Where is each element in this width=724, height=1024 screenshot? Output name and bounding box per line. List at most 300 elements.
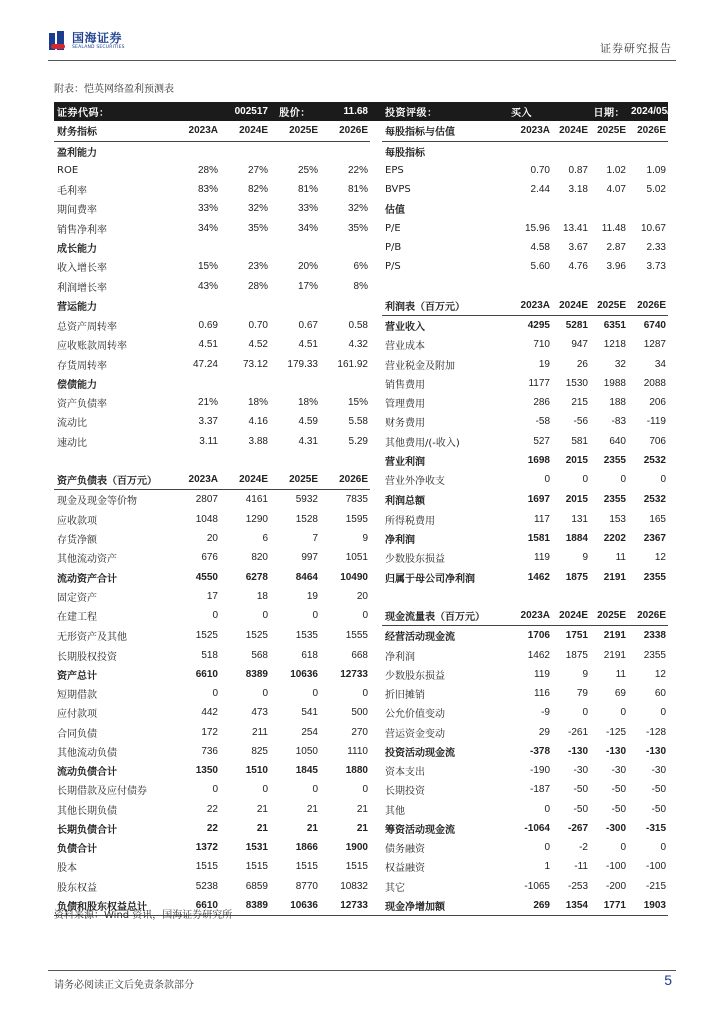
left-value-cell: 18% — [297, 397, 318, 409]
right-value-cell: 9 — [582, 552, 588, 564]
left-value-cell: 1525 — [245, 630, 268, 642]
left-value-cell: 161.92 — [337, 358, 368, 370]
left-value-cell: 1845 — [295, 765, 318, 777]
right-value-cell: 9 — [582, 668, 588, 680]
left-value-cell: 7 — [312, 532, 318, 544]
left-value-cell: 270 — [351, 726, 368, 738]
left-value-cell — [170, 374, 220, 393]
left-value-cell: 73.12 — [242, 358, 268, 370]
right-value-cell: 10.67 — [640, 222, 666, 234]
table-row — [54, 645, 668, 664]
right-value-cell: 286 — [533, 397, 550, 409]
left-value-cell: 4.31 — [298, 435, 318, 447]
left-value-cell: 47.24 — [192, 358, 218, 370]
left-value-cell: 211 — [252, 726, 268, 738]
right-value-cell: -261 — [567, 726, 588, 738]
left-row-label: 现金及现金等价物 — [57, 496, 137, 508]
table-row — [54, 567, 668, 586]
left-value-cell: 1372 — [195, 842, 218, 854]
left-value-cell: 18% — [247, 397, 268, 409]
left-value-cell: 3.88 — [248, 435, 268, 447]
table-row — [54, 665, 668, 684]
page-number: 5 — [664, 972, 672, 988]
left-value-cell — [170, 141, 220, 161]
right-value-cell: 5.60 — [530, 261, 550, 273]
left-value-cell: 43% — [197, 280, 218, 292]
right-value-cell: 0 — [660, 474, 666, 486]
right-value-cell: 0 — [582, 474, 588, 486]
left-value-cell: 22 — [206, 822, 218, 834]
right-value-cell: 69 — [614, 688, 626, 700]
rating-label: 投资评级： — [382, 102, 508, 121]
table-row — [54, 257, 668, 276]
left-row-label: 存货周转率 — [57, 360, 107, 372]
right-value-cell: 4.76 — [568, 261, 588, 273]
right-value-cell: 2024E — [552, 121, 590, 141]
left-value-cell: 0 — [362, 688, 368, 700]
left-value-cell: 17% — [297, 280, 318, 292]
right-value-cell: 2024E — [552, 296, 590, 316]
page-header — [48, 28, 676, 58]
left-value-cell: 15% — [197, 261, 218, 273]
right-value-cell: -11 — [574, 861, 588, 873]
left-value-cell: 0.69 — [198, 319, 218, 331]
left-value-cell: 541 — [301, 707, 318, 719]
right-value-cell: -100 — [605, 861, 626, 873]
table-row — [54, 877, 668, 896]
table-row — [54, 800, 668, 819]
right-value-cell: 60 — [654, 688, 666, 700]
left-row-label: 偿债能力 — [57, 379, 97, 391]
right-value-cell: 1697 — [527, 494, 550, 506]
right-row-label: 营业收入 — [385, 322, 425, 334]
left-value-cell: 1110 — [347, 745, 368, 757]
left-value-cell: 8770 — [295, 880, 318, 892]
left-value-cell: 1515 — [195, 861, 218, 873]
right-value-cell: -130 — [645, 745, 666, 757]
right-value-cell: 19 — [538, 358, 550, 370]
left-value-cell: 7835 — [345, 494, 368, 506]
right-value-cell: -50 — [573, 803, 588, 815]
table-row — [54, 412, 668, 431]
left-value-cell — [220, 451, 270, 470]
left-row-label: 应付款项 — [57, 709, 97, 721]
left-value-cell: 23% — [247, 261, 268, 273]
left-row-label: 资产负债率 — [57, 399, 107, 411]
right-value-cell: 0 — [620, 474, 626, 486]
left-value-cell: 20% — [297, 261, 318, 273]
table-row — [54, 315, 668, 335]
left-value-cell — [220, 141, 270, 161]
right-value-cell: 710 — [533, 339, 550, 351]
left-row-label — [54, 451, 170, 470]
right-value-cell: -378 — [529, 745, 550, 757]
left-value-cell: 82% — [247, 184, 268, 196]
right-value-cell — [508, 199, 552, 218]
right-row-label: 财务费用 — [385, 418, 425, 430]
right-value-cell: 131 — [571, 513, 588, 525]
left-value-cell: 1531 — [245, 842, 268, 854]
right-row-label: 管理费用 — [385, 399, 425, 411]
table-row — [54, 819, 668, 838]
left-value-cell: 35% — [347, 222, 368, 234]
left-row-label: 营运能力 — [57, 302, 97, 314]
right-row-label: 债务融资 — [385, 844, 425, 856]
left-value-cell: 21 — [256, 803, 268, 815]
right-value-cell: 1287 — [643, 339, 666, 351]
disclaimer-note: 请务必阅读正文后免责条款部分 — [54, 980, 194, 991]
left-value-cell — [320, 238, 370, 257]
right-value-cell: 2025E — [590, 296, 628, 316]
left-row-label: 股本 — [57, 863, 77, 875]
left-value-cell — [270, 238, 320, 257]
left-value-cell: 0 — [262, 688, 268, 700]
table-row — [54, 684, 668, 703]
right-row-label: 净利润 — [385, 651, 415, 663]
left-value-cell: 4.16 — [248, 416, 268, 428]
rating-value: 买入 — [508, 102, 552, 121]
table-row — [54, 470, 668, 490]
right-value-cell: 2355 — [643, 649, 666, 661]
left-row-label: 利润增长率 — [57, 282, 107, 294]
left-value-cell: 8389 — [245, 668, 268, 680]
left-value-cell: 6 — [262, 532, 268, 544]
right-value-cell: -187 — [529, 784, 550, 796]
left-value-cell: 2024E — [220, 121, 270, 141]
left-value-cell: 1528 — [295, 513, 318, 525]
left-value-cell: 8464 — [295, 571, 318, 583]
left-value-cell — [270, 296, 320, 316]
left-value-cell: 21 — [306, 803, 318, 815]
right-value-cell: 11 — [615, 668, 626, 680]
table-row — [54, 490, 668, 510]
left-value-cell: 20 — [206, 532, 218, 544]
left-row-label: 长期负债合计 — [57, 824, 117, 836]
right-row-label: P/S — [385, 261, 401, 273]
logo-icon — [48, 30, 68, 52]
price-label: 股价： — [270, 102, 320, 121]
left-row-label: 存货净额 — [57, 534, 97, 546]
right-value-cell: 947 — [571, 339, 588, 351]
right-row-label: 其他 — [385, 805, 405, 817]
right-value-cell — [590, 199, 628, 218]
right-value-cell: 4295 — [527, 320, 550, 332]
right-value-cell: 4.07 — [606, 184, 626, 196]
report-date: 2024/05/10 — [628, 102, 668, 121]
right-value-cell: -50 — [651, 784, 666, 796]
left-value-cell: 6610 — [170, 896, 220, 916]
left-row-label: 应收款项 — [57, 515, 97, 527]
table-row — [54, 354, 668, 373]
right-value-cell: 2.33 — [646, 241, 666, 253]
table-row — [54, 703, 668, 722]
right-row-label: 其它 — [385, 882, 405, 894]
table-row — [54, 761, 668, 780]
left-value-cell: 1050 — [295, 745, 318, 757]
right-value-cell: 2.87 — [606, 241, 626, 253]
right-value-cell: 1875 — [565, 649, 588, 661]
right-value-cell: -130 — [567, 745, 588, 757]
left-value-cell: 10636 — [270, 896, 320, 916]
left-value-cell: 2023A — [170, 470, 220, 490]
left-value-cell: 20 — [356, 590, 368, 602]
right-value-cell: -253 — [567, 880, 588, 892]
left-row-label: 销售净利率 — [57, 224, 107, 236]
left-row-label: 流动资产合计 — [57, 573, 117, 585]
left-value-cell: 0 — [212, 610, 218, 622]
left-value-cell: 0 — [312, 688, 318, 700]
right-value-cell: 2355 — [603, 494, 626, 506]
right-row-label: 营运资金变动 — [385, 728, 445, 740]
left-value-cell: 1350 — [195, 765, 218, 777]
right-value-cell: -125 — [605, 726, 626, 738]
table-row — [54, 393, 668, 412]
left-value-cell: 0 — [262, 610, 268, 622]
right-value-cell — [628, 276, 668, 295]
right-value-cell — [552, 141, 590, 161]
right-row-label: 投资活动现金流 — [385, 747, 455, 759]
right-value-cell: 12 — [654, 552, 666, 564]
right-value-cell: 1177 — [528, 377, 550, 389]
left-value-cell: 12733 — [340, 668, 368, 680]
left-row-label: 合同负债 — [57, 728, 97, 740]
left-value-cell: 25% — [297, 164, 318, 176]
right-value-cell: 2023A — [508, 296, 552, 316]
left-value-cell: 21 — [256, 822, 268, 834]
left-value-cell — [320, 296, 370, 316]
right-value-cell: 640 — [609, 435, 626, 447]
right-row-label: 筹资活动现金流 — [385, 824, 455, 836]
left-value-cell: 0 — [312, 610, 318, 622]
right-value-cell: 3.67 — [568, 241, 588, 253]
right-value-cell: 119 — [534, 552, 550, 564]
right-value-cell: 1875 — [565, 571, 588, 583]
left-value-cell — [220, 374, 270, 393]
right-value-cell: -30 — [651, 765, 666, 777]
left-value-cell: 6859 — [245, 880, 268, 892]
table-row — [54, 199, 668, 218]
right-row-label: 营业利润 — [385, 456, 425, 468]
left-row-label: 在建工程 — [57, 612, 97, 624]
left-value-cell: 34% — [197, 222, 218, 234]
right-row-label: 营业外净收支 — [385, 476, 445, 488]
left-value-cell — [170, 296, 220, 316]
left-value-cell: 0 — [362, 784, 368, 796]
left-value-cell — [320, 451, 370, 470]
table-row — [54, 451, 668, 470]
right-value-cell: 1462 — [527, 649, 550, 661]
left-value-cell: 83% — [197, 184, 218, 196]
right-row-label: 折旧摊销 — [385, 690, 425, 702]
right-row-label: 其他费用/(-收入) — [385, 437, 460, 449]
right-value-cell: 206 — [649, 397, 666, 409]
right-value-cell: 0.70 — [530, 164, 550, 176]
right-value-cell: -190 — [529, 765, 550, 777]
left-value-cell: 81% — [297, 184, 318, 196]
right-value-cell: -50 — [611, 803, 626, 815]
right-row-label: 资本支出 — [385, 767, 425, 779]
left-row-label: 固定资产 — [57, 592, 97, 604]
right-value-cell: 1706 — [527, 630, 550, 642]
table-row — [54, 742, 668, 761]
table-row — [54, 857, 668, 876]
right-value-cell: 0 — [544, 474, 550, 486]
left-value-cell: 28% — [197, 164, 218, 176]
left-row-label: 长期股权投资 — [57, 651, 117, 663]
left-value-cell: 3.37 — [198, 416, 218, 428]
right-row-label: 销售费用 — [385, 379, 425, 391]
left-value-cell: 27% — [247, 164, 268, 176]
left-value-cell: 32% — [347, 203, 368, 215]
right-value-cell: 2355 — [603, 454, 626, 466]
left-value-cell: 5.58 — [348, 416, 368, 428]
left-value-cell: 15% — [347, 397, 368, 409]
table-row — [54, 238, 668, 257]
right-value-cell: 2025E — [590, 121, 628, 141]
stock-info-row — [54, 102, 668, 121]
logo-text-en: SEALAND SECURITIES — [72, 44, 125, 50]
left-value-cell: 254 — [301, 726, 318, 738]
right-value-cell: 3.73 — [646, 261, 666, 273]
left-row-label: 资产总计 — [57, 670, 97, 682]
left-value-cell: 568 — [251, 649, 268, 661]
right-value-cell: 3.96 — [606, 261, 626, 273]
table-row — [54, 180, 668, 199]
right-value-cell: -100 — [645, 861, 666, 873]
left-row-label: 负债合计 — [57, 844, 97, 856]
left-value-cell: 5932 — [295, 494, 318, 506]
right-value-cell: 215 — [571, 397, 588, 409]
right-row-label: 每股指标 — [385, 147, 425, 159]
left-value-cell: 0.67 — [298, 319, 318, 331]
left-value-cell — [220, 296, 270, 316]
right-value-cell: 0 — [544, 842, 550, 854]
right-value-cell: 13.41 — [562, 222, 588, 234]
left-row-label: 速动比 — [57, 437, 87, 449]
right-value-cell — [590, 276, 628, 295]
left-row-label: 其他流动资产 — [57, 554, 117, 566]
left-value-cell: 8% — [353, 280, 368, 292]
right-value-cell — [508, 587, 552, 606]
left-value-cell: 1515 — [345, 861, 368, 873]
right-value-cell: 4.58 — [530, 241, 550, 253]
right-value-cell: 2026E — [628, 296, 668, 316]
right-value-cell: 1988 — [603, 377, 626, 389]
left-value-cell — [320, 141, 370, 161]
left-row-label: 期间费率 — [57, 205, 97, 217]
right-row-label: 少数股东损益 — [385, 554, 445, 566]
left-value-cell: 172 — [201, 726, 218, 738]
right-value-cell: 2355 — [643, 571, 666, 583]
right-value-cell: 1462 — [527, 571, 550, 583]
left-value-cell — [170, 451, 220, 470]
right-row-label — [382, 276, 508, 295]
left-value-cell: 1515 — [295, 861, 318, 873]
left-row-label: 股东权益 — [57, 882, 97, 894]
table-row — [54, 335, 668, 354]
right-value-cell: 2.44 — [530, 184, 550, 196]
right-value-cell: -128 — [645, 726, 666, 738]
right-value-cell: 0 — [620, 707, 626, 719]
right-value-cell: 6351 — [603, 320, 626, 332]
right-value-cell: 1 — [544, 861, 550, 873]
left-value-cell: 825 — [251, 745, 268, 757]
left-row-label: 资产负债表（百万元） — [54, 470, 170, 490]
left-value-cell: 1535 — [295, 630, 318, 642]
right-value-cell: 119 — [534, 668, 550, 680]
table-row — [54, 141, 668, 161]
left-row-label: ROE — [57, 164, 79, 176]
table-row — [54, 529, 668, 548]
left-value-cell: 0 — [362, 610, 368, 622]
left-value-cell: 2025E — [270, 121, 320, 141]
right-value-cell — [508, 276, 552, 295]
right-value-cell: 2532 — [643, 494, 666, 506]
table-row — [54, 510, 668, 529]
left-value-cell: 668 — [351, 649, 368, 661]
left-value-cell: 473 — [251, 707, 268, 719]
left-value-cell: 5.29 — [348, 435, 368, 447]
left-value-cell: 0 — [262, 784, 268, 796]
right-value-cell: 6740 — [643, 320, 666, 332]
left-row-label: 长期借款及应付债券 — [57, 786, 147, 798]
right-value-cell: 79 — [576, 688, 588, 700]
left-row-label: 其他流动负债 — [57, 747, 117, 759]
right-value-cell — [590, 141, 628, 161]
left-value-cell: 1900 — [345, 842, 368, 854]
stock-code: 002517 — [170, 102, 270, 121]
left-value-cell: 1290 — [245, 513, 268, 525]
right-value-cell: -130 — [605, 745, 626, 757]
right-value-cell: -1065 — [524, 880, 550, 892]
left-value-cell: 4.32 — [348, 339, 368, 351]
right-value-cell: 1218 — [603, 339, 626, 351]
left-value-cell: 18 — [256, 590, 268, 602]
right-value-cell: 1581 — [527, 532, 550, 544]
left-value-cell: 21 — [306, 822, 318, 834]
right-value-cell: 1884 — [565, 532, 588, 544]
right-value-cell: -58 — [535, 416, 550, 428]
left-value-cell: 1555 — [345, 630, 368, 642]
left-value-cell: 8389 — [220, 896, 270, 916]
table-row — [54, 121, 668, 141]
table-row — [54, 296, 668, 316]
report-type-label: 证券研究报告 — [600, 42, 672, 55]
left-value-cell: 1048 — [195, 513, 218, 525]
right-value-cell: -215 — [645, 880, 666, 892]
left-value-cell: 1880 — [345, 765, 368, 777]
right-value-cell: 11.48 — [601, 222, 626, 234]
date-label: 日期： — [590, 102, 628, 121]
right-value-cell: 2023A — [508, 121, 552, 141]
left-value-cell: 1525 — [195, 630, 218, 642]
left-value-cell: 19 — [306, 590, 318, 602]
data-source-note: 资料来源：Wind 资讯，国海证券研究所 — [54, 910, 233, 921]
right-value-cell: 2191 — [603, 649, 626, 661]
right-value-cell: -119 — [646, 416, 666, 428]
right-value-cell — [628, 587, 668, 606]
table-row — [54, 161, 668, 180]
left-value-cell: 10832 — [340, 880, 368, 892]
left-value-cell: 21% — [197, 397, 218, 409]
right-value-cell: 2191 — [603, 630, 626, 642]
left-value-cell: 12733 — [320, 896, 370, 916]
left-value-cell: 4.51 — [298, 339, 318, 351]
right-value-cell: 2532 — [643, 454, 666, 466]
left-value-cell — [270, 374, 320, 393]
company-logo — [48, 30, 125, 52]
left-value-cell: 4.59 — [298, 416, 318, 428]
